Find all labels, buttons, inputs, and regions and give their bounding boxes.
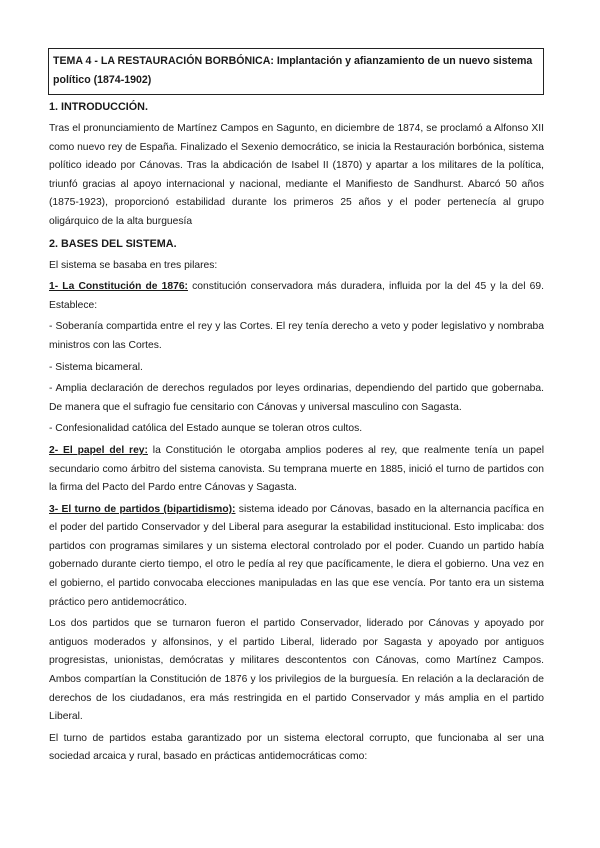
bullet-item: - Sistema bicameral.	[49, 361, 143, 373]
section-1-heading: 1. INTRODUCCIÓN.	[49, 101, 148, 113]
pillar-1-text: constitución conservadora más duradera, influida por la del 45 y la del 69. Establece:	[49, 281, 544, 311]
pillar-2-paragraph	[49, 442, 544, 498]
section-1-text: Tras el pronunciamiento de Martínez Campos en Sagunto, en diciembre de 1874, se proclamó a Alfonso XII como nuevo rey de España. Finalizado el Sexenio democrático, se inicia la Restauración borbónica, sistema político ideado por Cánovas. Tras la abdicación de Isabel II (1870) y apartar a los militares de la política, triunfó gracias al apoyo internacional y nacional, mediante el Manifiesto de Sandhurst. Abarcó 50 años (1875-1923), proporcionó estabilidad durante los primeros 25 años y el poder pertenecía al grupo oligárquico de la alta burguesía	[49, 123, 544, 227]
electoral-paragraph: El turno de partidos estaba garantizado por un sistema electoral corrupto, que funcionaba al ser una sociedad arcaica y rural, basado en prácticas antidemocráticas como:	[49, 732, 544, 763]
bullet-item: - Amplia declaración de derechos regulados por leyes ordinarias, dependiendo del partido que gobernaba. De manera que el sufragio fue censitario con Cánovas y universal masculino con Sagasta.	[49, 383, 544, 413]
section-2-intro: El sistema se basaba en tres pilares:	[49, 259, 218, 271]
pillar-1-label: 1- La Constitución de 1876:	[49, 281, 188, 293]
pillar-3-text: sistema ideado por Cánovas, basado en la alternancia pacífica en el poder del partido Conservador y del Liberal para asegurar la estabilidad institucional. Esto implicaba: dos partidos con programas similares y un sistema electoral controlado por el poder. Cuando un partido había gobernado durante cierto tiempo, el otro le pedía al rey que pacíficamente, le diera el gobierno. Una vez en el gobierno, el partido convocaba elecciones manipuladas en las que ese vencía. Por tanto era un sistema práctico pero antidemocrático.	[49, 503, 544, 608]
parties-paragraph: Los dos partidos que se turnaron fueron el partido Conservador, liderado por Cánovas y apoyado por antiguos moderados y alfonsinos, y el partido Liberal, liderado por Sagasta y apoyado por antiguos progresistas, unionistas, demócratas y militares descontentos con Cánovas, como Martínez Campos. Ambos compartían la Constitución de 1876 y los privilegios de la burguesía. En relación a la declaración de derechos de los ciudadanos, era más restringida en el partido Conservador y más amplia en el partido Liberal.	[49, 618, 544, 723]
bullet-item: - Confesionalidad católica del Estado aunque se toleran otros cultos.	[49, 423, 363, 435]
document-title: TEMA 4 - LA RESTAURACIÓN BORBÓNICA: Implantación y afianzamiento de un nuevo sistema político (1874-1902)	[48, 48, 544, 95]
section-2-heading: 2. BASES DEL SISTEMA.	[49, 237, 177, 250]
pillar-2-text: la Constitución le otorgaba amplios poderes al rey, que realmente tenía un papel secundario como árbitro del sistema canovista. Su temprana muerte en 1885, inició el turno de partidos con la firma del Pacto del Pardo entre Cánovas y Sagasta.	[49, 444, 544, 494]
pillar-3-paragraph	[49, 501, 544, 613]
pillar-3-label: 3- El turno de partidos (bipartidismo):	[49, 503, 236, 515]
pillar-1-paragraph	[49, 278, 544, 315]
pillar-2-label: 2- El papel del rey:	[49, 444, 148, 456]
bullet-item: - Soberanía compartida entre el rey y las Cortes. El rey tenía derecho a veto y poder legislativo y nombraba ministros con las Cortes.	[49, 321, 544, 351]
document-page	[48, 48, 544, 770]
